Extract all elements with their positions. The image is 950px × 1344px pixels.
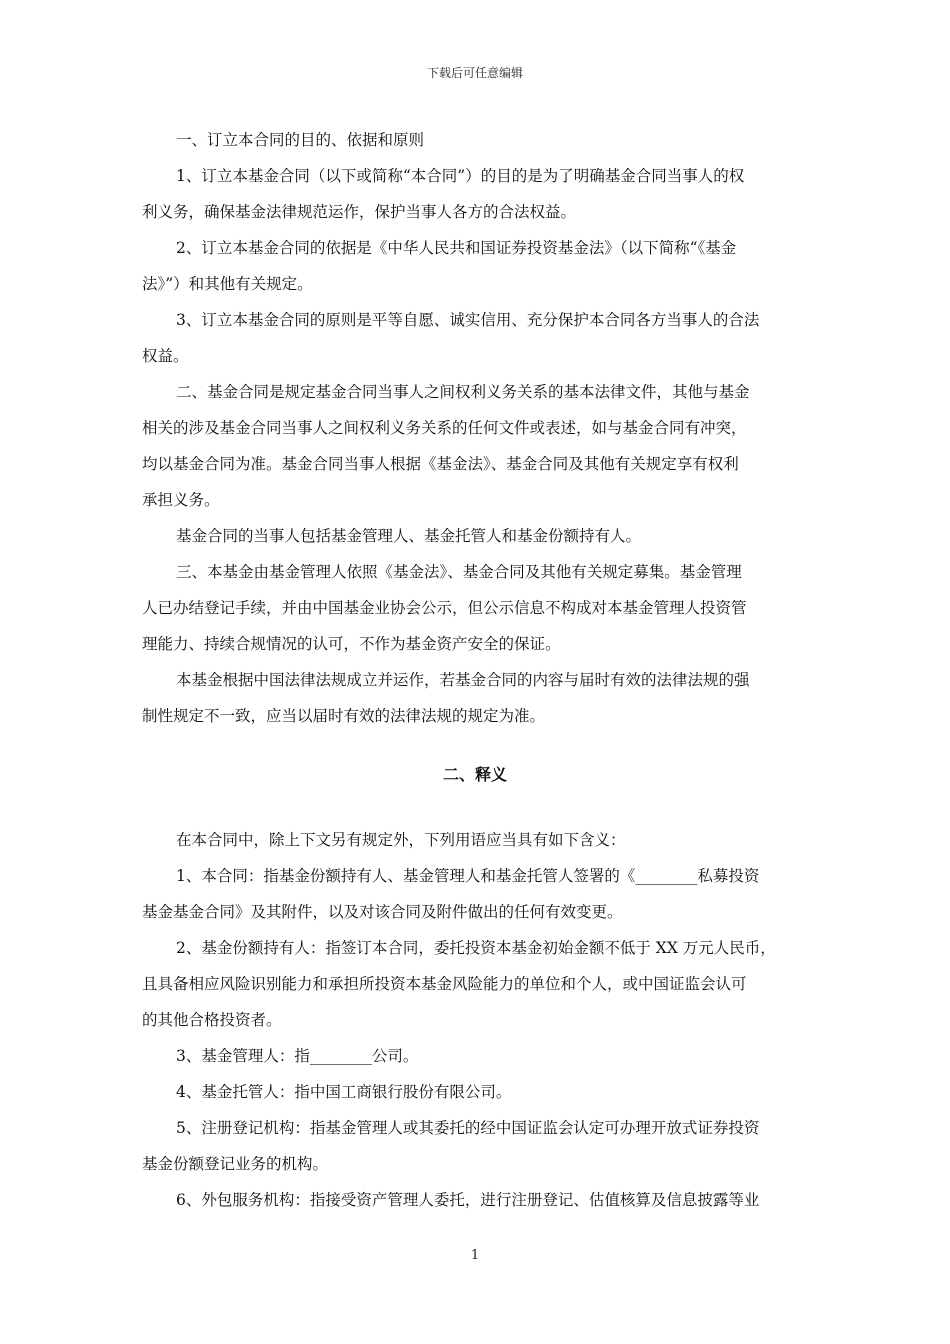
text-line: 一、订立本合同的目的、依据和原则 bbox=[176, 131, 425, 149]
page-number: 1 bbox=[470, 1248, 480, 1263]
text-line: 6、外包服务机构：指接受资产管理人委托，进行注册登记、估值核算及信息披露等业 bbox=[176, 1191, 760, 1209]
text-line: 权益。 bbox=[142, 347, 189, 365]
text-line: 三、本基金由基金管理人依照《基金法》、基金合同及其他有关规定募集。基金管理 bbox=[176, 563, 742, 581]
text-line: 法》”）和其他有关规定。 bbox=[142, 275, 313, 293]
text-line: 1、本合同：指基金份额持有人、基金管理人和基金托管人签署的《________私募投资 bbox=[176, 867, 760, 885]
document-section-1 bbox=[142, 122, 810, 734]
text-line: 承担义务。 bbox=[142, 491, 220, 509]
text-line: 人已办结登记手续，并由中国基金业协会公示，但公示信息不构成对本基金管理人投资管 bbox=[142, 599, 747, 617]
text-line: 5、注册登记机构：指基金管理人或其委托的经中国证监会认定可办理开放式证券投资 bbox=[176, 1119, 760, 1137]
text-line: 制性规定不一致，应当以届时有效的法律法规的规定为准。 bbox=[142, 707, 546, 725]
document-section-2 bbox=[142, 822, 810, 1218]
text-line: 基金合同的当事人包括基金管理人、基金托管人和基金份额持有人。 bbox=[176, 527, 642, 545]
text-line: 4、基金托管人：指中国工商银行股份有限公司。 bbox=[176, 1083, 512, 1101]
text-line: 均以基金合同为准。基金合同当事人根据《基金法》、基金合同及其他有关规定享有权利 bbox=[142, 455, 739, 473]
text-line: 在本合同中，除上下文另有规定外，下列用语应当具有如下含义： bbox=[176, 831, 626, 849]
text-line: 3、订立本基金合同的原则是平等自愿、诚实信用、充分保护本合同各方当事人的合法 bbox=[176, 311, 760, 329]
text-line: 且具备相应风险识别能力和承担所投资本基金风险能力的单位和个人，或中国证监会认可 bbox=[142, 975, 747, 993]
text-line: 2、基金份额持有人：指签订本合同，委托投资本基金初始金额不低于 XX 万元人民币， bbox=[176, 939, 776, 957]
page-header: 下载后可任意编辑 bbox=[426, 66, 523, 80]
text-line: 本基金根据中国法律法规成立并运作，若基金合同的内容与届时有效的法律法规的强 bbox=[176, 671, 750, 689]
text-line: 1、订立本基金合同（以下或简称“本合同”）的目的是为了明确基金合同当事人的权 bbox=[176, 167, 745, 185]
text-line: 2、订立本基金合同的依据是《中华人民共和国证券投资基金法》（以下简称“《基金 bbox=[176, 239, 737, 257]
text-line: 利义务，确保基金法律规范运作，保护当事人各方的合法权益。 bbox=[142, 203, 577, 221]
text-line: 二、基金合同是规定基金合同当事人之间权利义务关系的基本法律文件，其他与基金 bbox=[176, 383, 750, 401]
text-line: 相关的涉及基金合同当事人之间权利义务关系的任何文件或表述，如与基金合同有冲突， bbox=[142, 419, 747, 437]
text-line: 基金份额登记业务的机构。 bbox=[142, 1155, 329, 1173]
text-line: 基金基金合同》及其附件，以及对该合同及附件做出的任何有效变更。 bbox=[142, 903, 623, 921]
text-line: 3、基金管理人：指________公司。 bbox=[176, 1047, 419, 1065]
text-line: 的其他合格投资者。 bbox=[142, 1011, 282, 1029]
section-heading: 二、释义 bbox=[442, 765, 507, 784]
text-line: 理能力、持续合规情况的认可，不作为基金资产安全的保证。 bbox=[142, 635, 561, 653]
